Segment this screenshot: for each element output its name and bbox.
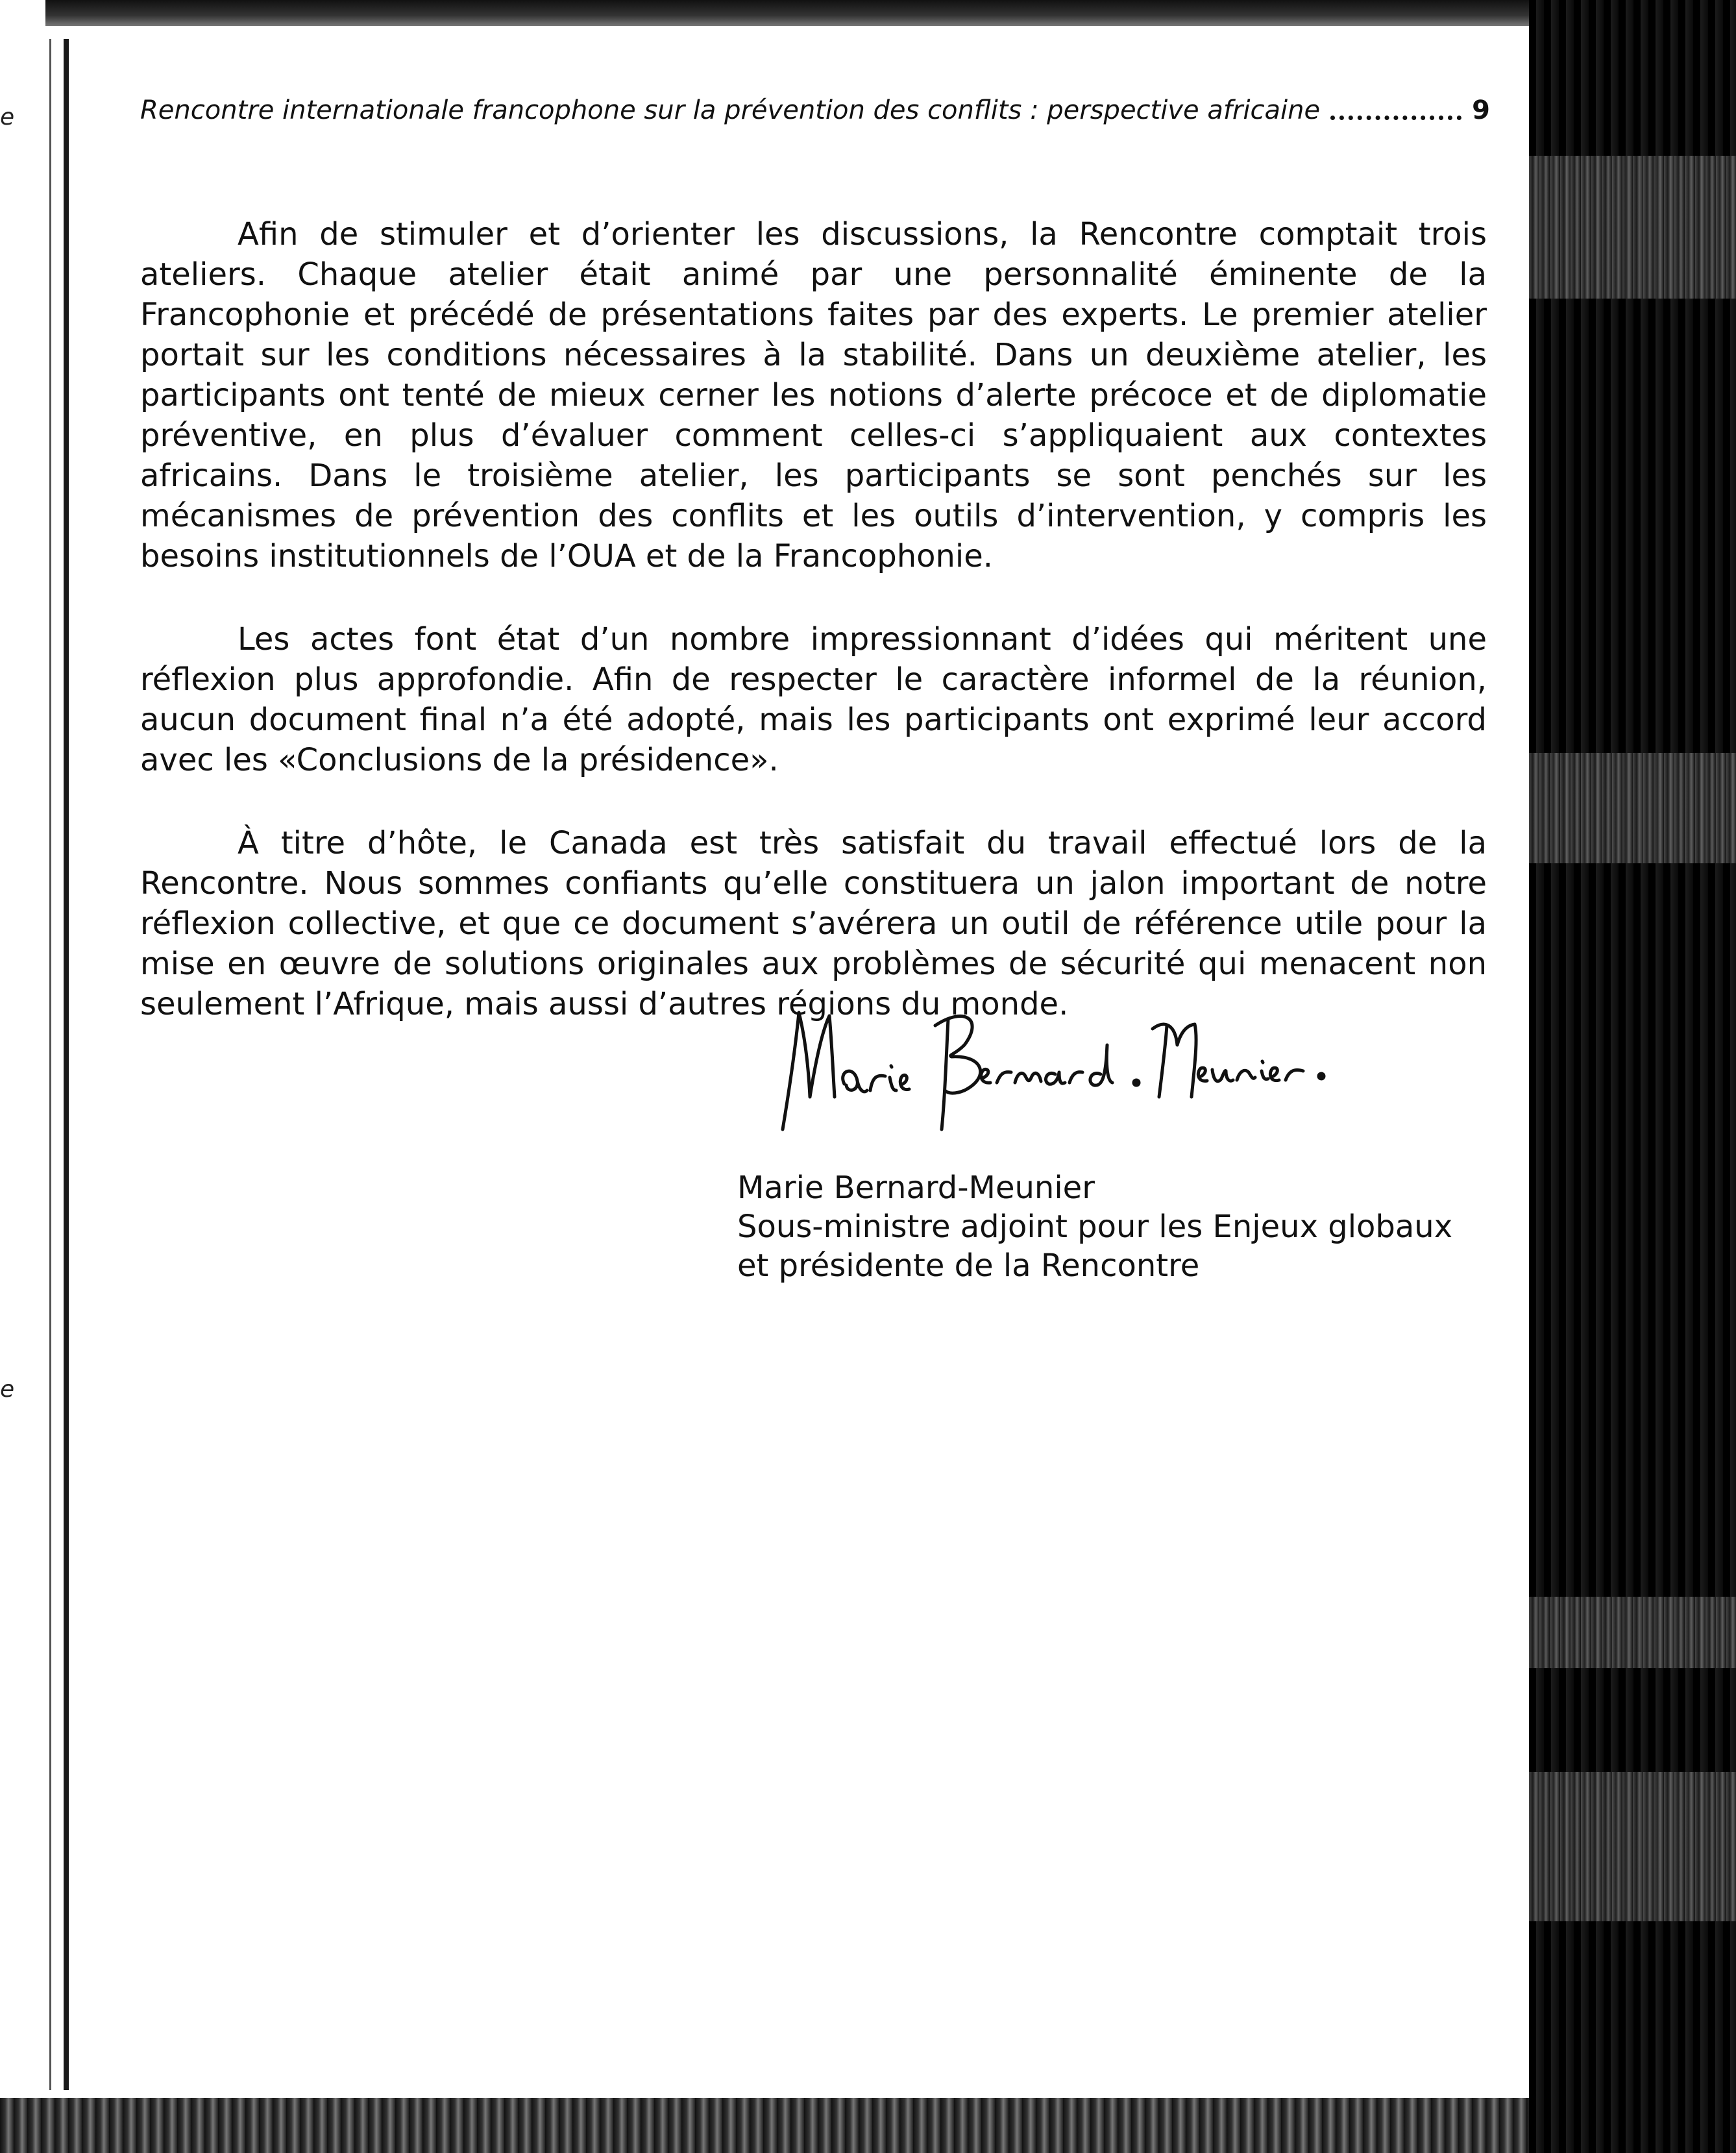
scan-border-bottom — [0, 2098, 1529, 2153]
running-head-title: Rencontre internationale francophone sur la prévention des conflits : perspective africaine — [140, 95, 1321, 125]
handwritten-signature — [770, 1000, 1386, 1142]
margin-letter: e — [0, 104, 15, 130]
binding-edge — [64, 39, 69, 2090]
scan-border-right — [1529, 0, 1736, 2153]
signatory-title-line-2: et présidente de la Rencontre — [737, 1248, 1200, 1284]
margin-letter: e — [0, 1376, 15, 1403]
page-number: 9 — [1472, 95, 1490, 125]
paragraph: À titre d’hôte, le Canada est très satisfait du travail effectué lors de la Rencontre. Nous sommes confiants qu’elle constituera un jalon important de notre réflexion collective, et que ce document s’avérera un outil de référence utile pour la mise en œuvre de solutions originales aux problèmes de sécurité qui menacent non seulement l’Afrique, mais aussi d’autres régions du monde. — [140, 825, 1487, 1022]
paragraph: Afin de stimuler et d’orienter les discussions, la Rencontre comptait trois ateliers. Chaque atelier était animé par une personnalité éminente de la Francophonie et précédé de présentations faites par des experts. Le premier atelier portait sur les conditions nécessaires à la stabilité. Dans un deuxième atelier, les participants ont tenté de mieux cerner les notions d’alerte précoce et de diplomatie préventive, en plus d’évaluer comment celles-ci s’appliquaient aux contextes africains. Dans le troisième atelier, les participants se sont penchés sur les mécanismes de prévention des conflits et les outils d’intervention, y compris les besoins institutionnels de l’OUA et de la Francophonie. — [140, 216, 1487, 574]
dot-leader — [1330, 116, 1461, 120]
signature-block — [737, 1168, 1516, 1285]
paragraph: Les actes font état d’un nombre impressionnant d’idées qui méritent une réflexion plus approfondie. Afin de respecter le caractère informel de la réunion, aucun document final n’a été adopté, mais les participants ont exprimé leur accord avec les «Conclusions de la présidence». — [140, 621, 1487, 778]
document-page — [69, 26, 1529, 2098]
scan-border-left — [0, 0, 45, 2153]
signatory-name: Marie Bernard-Meunier — [737, 1170, 1095, 1206]
body-text — [140, 214, 1487, 1067]
binding-shadow — [49, 39, 51, 2090]
running-head — [140, 80, 1490, 125]
signatory-title-line-1: Sous-ministre adjoint pour les Enjeux globaux — [737, 1209, 1453, 1245]
scan-border-top — [0, 0, 1736, 26]
